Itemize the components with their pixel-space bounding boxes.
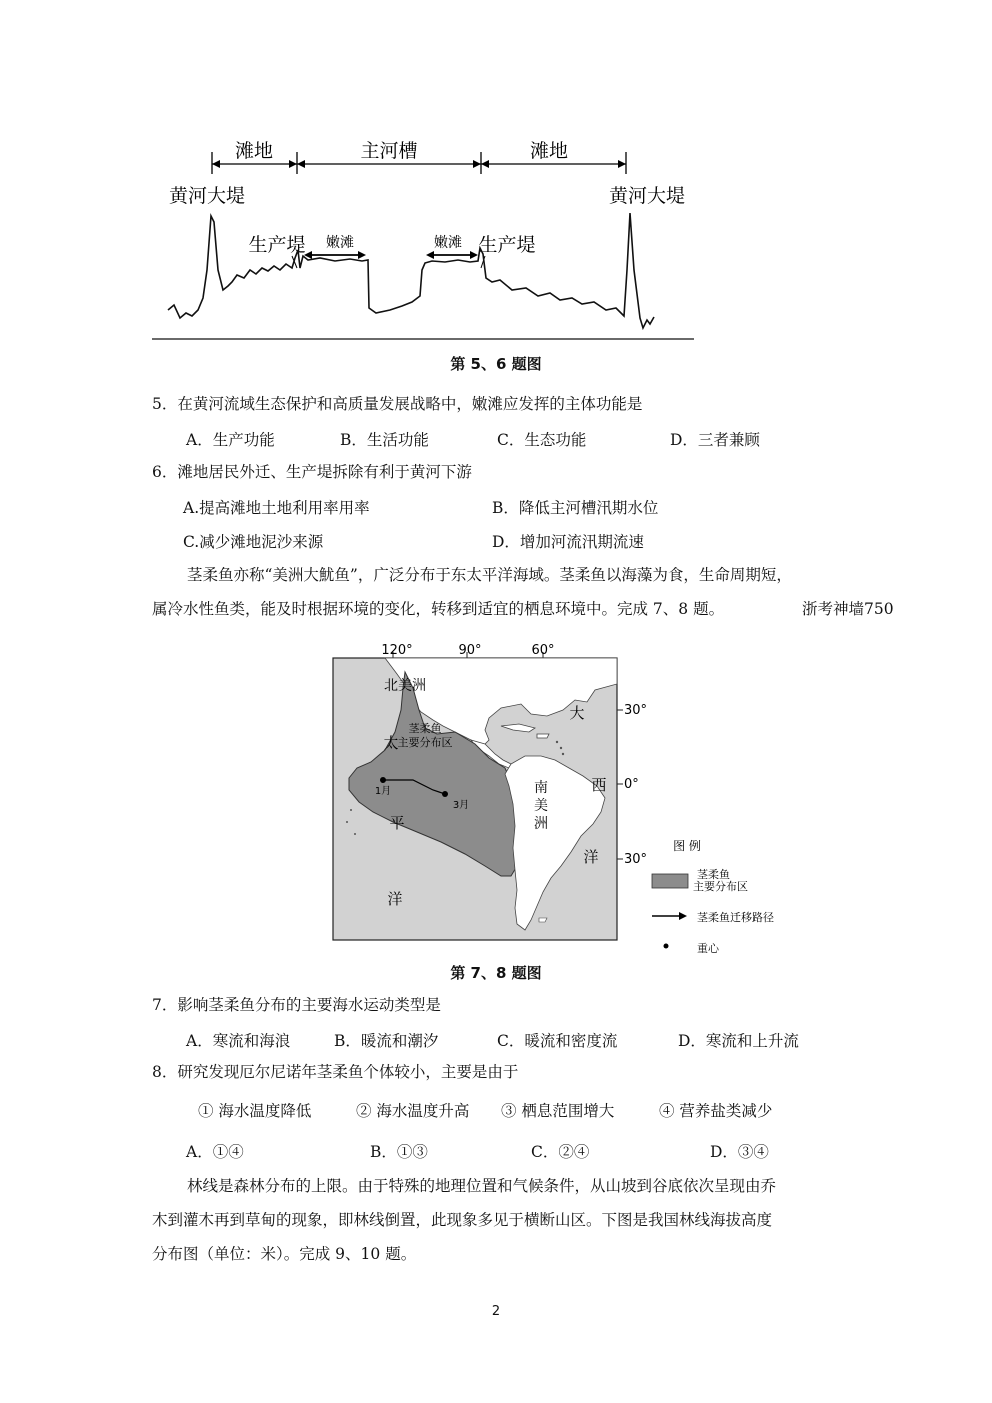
figure2-caption: 第 7、8 题图 <box>450 964 542 982</box>
label-dike-left: 黄河大堤 <box>168 185 246 207</box>
label-south-america-3: 洲 <box>534 816 548 832</box>
q6-option-b[interactable]: B．降低主河槽汛期水位 <box>492 499 659 517</box>
q6-stem: 6．滩地居民外迁、生产堤拆除有利于黄河下游 <box>152 463 472 481</box>
legend-title: 图 例 <box>673 839 701 853</box>
passage2-line2: 木到灌木再到草甸的现象，即林线倒置，此现象多见于横断山区。下图是我国林线海拔高度 <box>152 1211 773 1229</box>
legend-center-label: 重心 <box>697 942 719 955</box>
q7-option-a[interactable]: A．寒流和海浪 <box>186 1032 291 1050</box>
label-atlantic-3: 洋 <box>583 848 599 866</box>
label-atlantic-1: 大 <box>569 704 585 722</box>
terrain-profile-line <box>168 213 654 328</box>
label-nentan-left: 嫩滩 <box>326 235 354 251</box>
label-south-america-1: 南 <box>534 780 548 796</box>
q7-option-d[interactable]: D．寒流和上升流 <box>678 1032 799 1050</box>
figure1-caption: 第 5、6 题图 <box>450 355 542 373</box>
label-dike-right: 黄河大堤 <box>608 185 686 207</box>
label-pacific-2: 平 <box>389 814 405 832</box>
watermark-text: 浙考神墙750 <box>802 600 894 618</box>
label-pacific-1: 太 <box>383 734 399 752</box>
passage1-line2: 属冷水性鱼类，能及时根据环境的变化，转移到适宜的栖息环境中。完成 7、8 题。 <box>152 600 725 618</box>
passage2-line1: 林线是森林分布的上限。由于特殊的地理位置和气候条件，从山坡到谷底依次呈现由乔 <box>187 1177 777 1195</box>
center-point-end <box>442 791 448 797</box>
q5-option-b[interactable]: B．生活功能 <box>340 431 429 449</box>
q5-option-a[interactable]: A．生产功能 <box>186 431 275 449</box>
legend-center-dot <box>664 944 669 949</box>
label-north-america: 北美洲 <box>384 678 426 694</box>
passage1-line1: 茎柔鱼亦称“美洲大魷鱼”，广泛分布于东太平洋海域。茎柔鱼以海藻为食，生命周期短， <box>187 566 792 584</box>
q7-option-c[interactable]: C．暖流和密度流 <box>497 1032 618 1050</box>
q8-item-4: ④ 营养盐类减少 <box>659 1102 773 1120</box>
legend-area-label-1: 茎柔鱼 <box>697 868 730 881</box>
q8-stem: 8．研究发现厄尔尼诺年茎柔鱼个体较小，主要是由于 <box>152 1063 519 1081</box>
q8-item-3: ③ 栖息范围增大 <box>501 1102 615 1120</box>
center-point-start <box>380 777 386 783</box>
q6-option-a[interactable]: A.提高滩地土地利用率用率 <box>183 499 370 517</box>
label-zhuhecao: 主河槽 <box>360 140 418 162</box>
q6-option-c[interactable]: C.减少滩地泥沙来源 <box>183 533 324 551</box>
q8-item-2: ② 海水温度升高 <box>356 1102 470 1120</box>
q8-option-d[interactable]: D．③④ <box>710 1143 769 1161</box>
label-prod-dike-right: 生产堤 <box>478 234 536 256</box>
lon-label-60: 60° <box>531 643 555 658</box>
q5-option-c[interactable]: C．生态功能 <box>497 431 587 449</box>
label-month-start: 1月 <box>374 786 392 797</box>
lon-label-90: 90° <box>458 643 482 658</box>
label-nentan-right: 嫩滩 <box>434 235 462 251</box>
legend-area-swatch <box>652 874 688 888</box>
q7-stem: 7．影响茎柔鱼分布的主要海水运动类型是 <box>152 996 441 1014</box>
page-number: 2 <box>491 1304 501 1319</box>
legend-route-label: 茎柔鱼迁移路径 <box>697 911 774 924</box>
q7-option-b[interactable]: B．暖流和潮汐 <box>334 1032 439 1050</box>
lat-label-0: 0° <box>624 777 639 792</box>
q6-option-d[interactable]: D．增加河流汛期流速 <box>492 533 644 551</box>
label-tandi-left: 滩地 <box>234 140 274 162</box>
label-dist-area-1: 茎柔鱼 <box>408 722 442 735</box>
yellow-river-profile-diagram <box>140 130 700 350</box>
q8-item-1: ① 海水温度降低 <box>198 1102 312 1120</box>
passage2-line3: 分布图（单位：米）。完成 9、10 题。 <box>152 1245 417 1263</box>
q5-stem: 5．在黄河流域生态保护和高质量发展战略中，嫩滩应发挥的主体功能是 <box>152 395 643 413</box>
q8-option-b[interactable]: B．①③ <box>370 1143 428 1161</box>
q8-option-c[interactable]: C．②④ <box>531 1143 590 1161</box>
legend-area-label-2: 主要分布区 <box>693 880 748 893</box>
lat-label-30s: 30° <box>624 852 648 867</box>
label-south-america-2: 美 <box>534 798 548 814</box>
label-pacific-3: 洋 <box>387 890 403 908</box>
q8-option-a[interactable]: A．①④ <box>186 1143 244 1161</box>
jumbo-squid-distribution-map <box>325 638 774 943</box>
label-dist-area-2: 主要分布区 <box>397 736 453 749</box>
lat-label-30n: 30° <box>624 703 648 718</box>
lon-label-120: 120° <box>381 643 413 658</box>
label-prod-dike-left: 生产堤 <box>248 234 306 256</box>
label-atlantic-2: 西 <box>591 776 607 794</box>
label-month-end: 3月 <box>452 800 470 811</box>
label-tandi-right: 滩地 <box>529 140 569 162</box>
q5-option-d[interactable]: D．三者兼顾 <box>670 431 760 449</box>
